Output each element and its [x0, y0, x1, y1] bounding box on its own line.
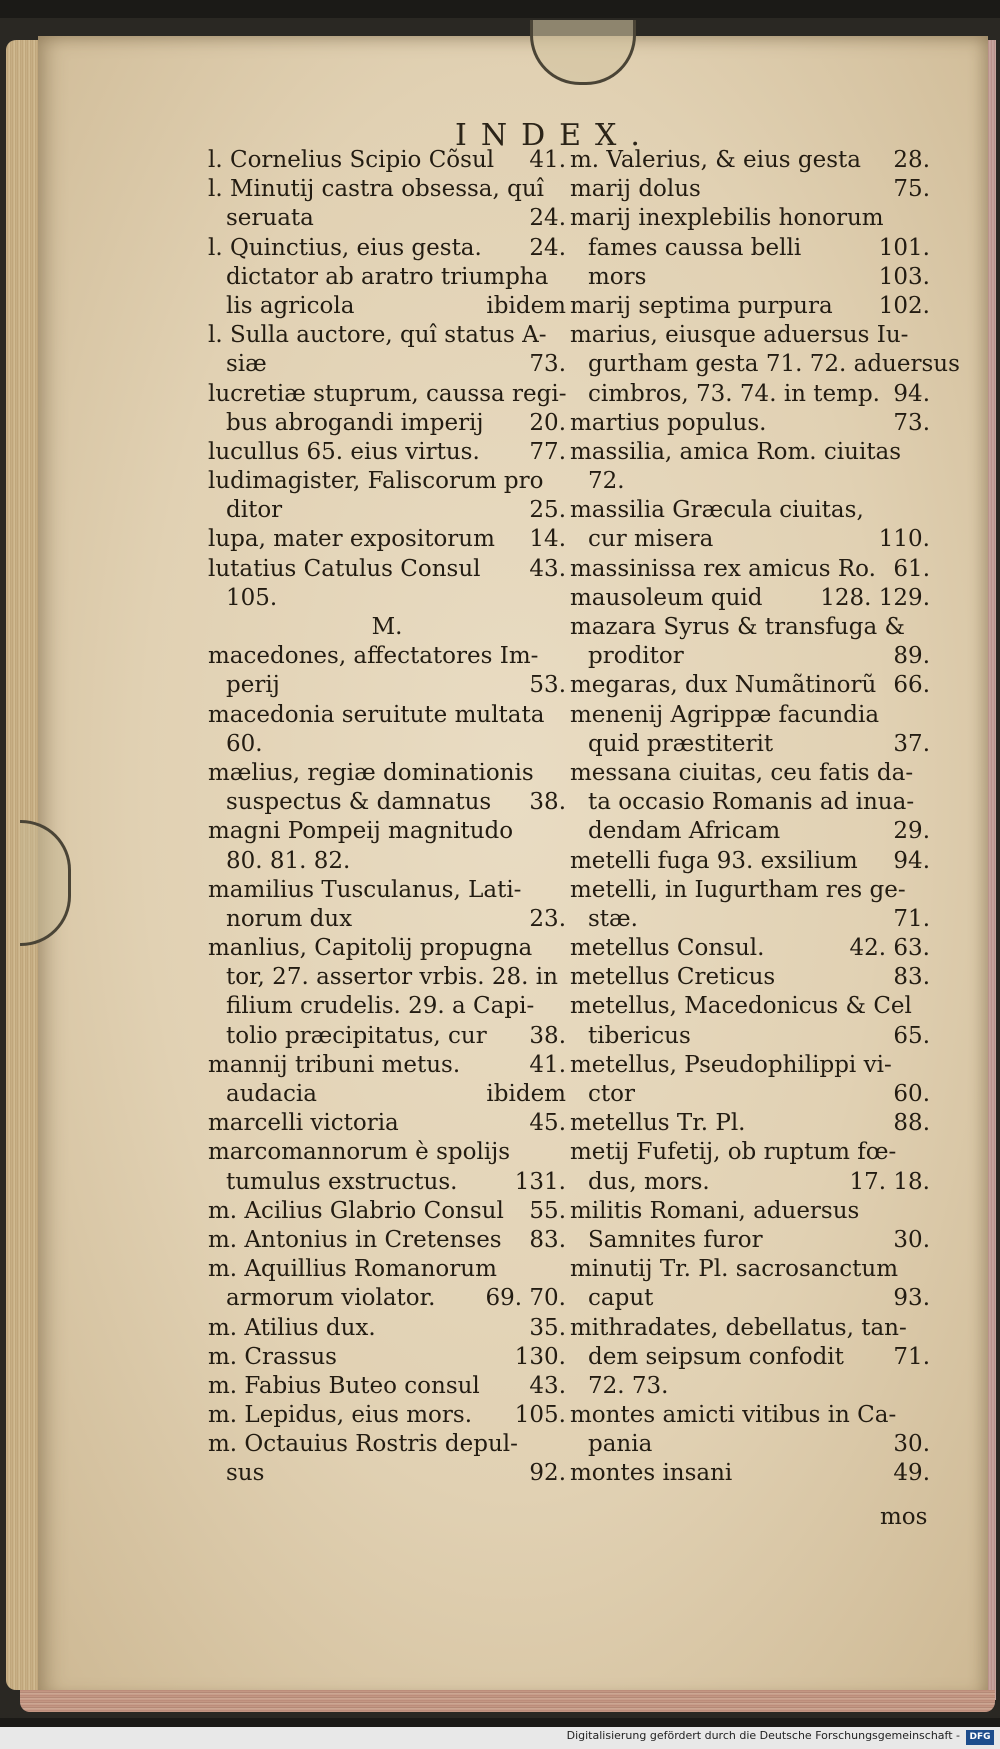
index-entry-text: m. Lepidus, eius mors. — [208, 1402, 473, 1429]
index-entry-text: marij dolus — [570, 176, 701, 203]
index-entry-text: metellus Tr. Pl. — [570, 1110, 746, 1137]
index-entry-text: 72. 73. — [588, 1372, 669, 1399]
index-entry — [570, 1284, 930, 1313]
index-entry-text: gurtham gesta 71. 72. aduersus — [588, 351, 960, 378]
index-entry-page: 128. 129. — [820, 584, 930, 611]
index-entry-text: menenij Agrippæ facundia — [570, 701, 880, 728]
index-entry-page: 103. — [878, 263, 930, 290]
index-entry — [570, 1051, 930, 1080]
index-entry-text: proditor — [588, 643, 684, 670]
index-entry — [208, 671, 566, 700]
index-entry — [570, 1372, 930, 1401]
index-entry-page: 83. — [529, 1226, 566, 1253]
index-entry — [208, 496, 566, 525]
index-entry-text: metij Fufetij, ob ruptum fœ- — [570, 1139, 897, 1166]
index-entry — [208, 759, 566, 788]
index-entry — [570, 321, 930, 350]
index-entry-page: 30. — [893, 1226, 930, 1253]
index-entry-text: l. Cornelius Scipio Cõsul — [208, 147, 495, 173]
index-entry-text: dem seipsum confodit — [588, 1343, 844, 1370]
index-entry — [570, 409, 930, 438]
index-entry-text: massilia, amica Rom. ciuitas — [570, 438, 902, 465]
index-entry-text: mazara Syrus & transfuga & — [570, 614, 905, 640]
index-entry — [570, 467, 930, 496]
index-entry-text: lucullus 65. eius virtus. — [208, 438, 480, 465]
index-entry-text: sus — [226, 1460, 265, 1487]
index-entry-page: 110. — [878, 526, 930, 553]
index-entry-page: 69. 70. — [485, 1285, 566, 1312]
index-entry-text: magni Pompeij magnitudo — [208, 818, 514, 845]
index-entry-text: m. Valerius, & eius gesta — [570, 147, 861, 173]
index-entry-text: metellus, Macedonicus & Cel — [570, 993, 912, 1020]
index-entry — [208, 1343, 566, 1372]
index-entry — [208, 963, 566, 992]
index-entry-page: 25. — [529, 497, 566, 524]
index-entry-page: 94. — [893, 847, 930, 874]
index-entry-text: marius, eiusque aduersus Iu- — [570, 322, 909, 349]
index-entry — [570, 1226, 930, 1255]
index-entry-text: megaras, dux Numãtinorũ — [570, 672, 877, 699]
index-entry — [570, 584, 930, 613]
index-entry-text: l. Quinctius, eius gesta. — [208, 234, 482, 261]
index-entry — [208, 1022, 566, 1051]
index-entry-text: martius populus. — [570, 409, 767, 436]
index-entry — [208, 1372, 566, 1401]
index-entry-page: ibidem — [486, 292, 566, 319]
index-entry — [570, 380, 930, 409]
index-entry-text: mannij tribuni metus. — [208, 1051, 461, 1078]
index-entry — [570, 525, 930, 554]
index-entry-text: Samnites furor — [588, 1226, 763, 1253]
index-entry-text: metellus Creticus — [570, 964, 776, 991]
index-entry-page: 41. — [529, 147, 566, 173]
index-entry-text: metelli, in Iugurtham res ge- — [570, 876, 906, 903]
index-entry — [208, 438, 566, 467]
index-entry-text: marij septima purpura — [570, 292, 833, 319]
index-entry-text: m. Acilius Glabrio Consul — [208, 1197, 504, 1224]
index-entry — [570, 1430, 930, 1459]
index-entry-text: marcelli victoria — [208, 1110, 399, 1137]
index-entry — [570, 817, 930, 846]
index-entry-page: 17. 18. — [849, 1168, 930, 1195]
index-entry-page: 71. — [893, 1343, 930, 1370]
index-entry — [570, 1138, 930, 1167]
index-entry-text: ditor — [226, 497, 283, 524]
index-entry — [208, 1314, 566, 1343]
index-entry-text: mausoleum quid — [570, 584, 763, 611]
index-entry-page: 65. — [893, 1022, 930, 1049]
index-entry-text: lupa, mater expositorum — [208, 526, 495, 553]
index-entry — [208, 1138, 566, 1167]
index-entry — [570, 175, 930, 204]
index-entry — [570, 146, 930, 175]
index-entry — [570, 438, 930, 467]
index-entry-page: 130. — [514, 1343, 566, 1370]
index-entry — [570, 1459, 930, 1488]
index-entry — [208, 350, 566, 379]
index-entry — [570, 905, 930, 934]
index-entry-text: mithradates, debellatus, tan- — [570, 1314, 907, 1341]
index-entry-page: 101. — [878, 234, 930, 261]
index-entry-text: massilia Græcula ciuitas, — [570, 497, 864, 524]
index-entry-text: macedones, affectatores Im- — [208, 643, 539, 670]
index-entry-page: 43. — [529, 555, 566, 582]
index-entry-page: 38. — [529, 789, 566, 816]
index-entry — [570, 1109, 930, 1138]
index-entry-text: armorum violator. — [226, 1285, 436, 1312]
index-entry-page: 94. — [893, 380, 930, 407]
index-entry-page: 61. — [893, 555, 930, 582]
index-entry — [208, 1284, 566, 1313]
index-entry-text: quid præstiterit — [588, 730, 774, 757]
index-entry-page: 105. — [514, 1402, 566, 1429]
index-entry-text: montes insani — [570, 1460, 733, 1487]
index-entry-page: 73. — [529, 351, 566, 378]
index-entry-text: siæ — [226, 351, 267, 378]
index-entry — [208, 934, 566, 963]
index-entry — [570, 1255, 930, 1284]
index-entry — [208, 730, 566, 759]
index-entry — [208, 409, 566, 438]
index-entry-text: perij — [226, 672, 280, 699]
index-entry — [208, 1080, 566, 1109]
index-entry-text: massinissa rex amicus Ro. — [570, 555, 876, 582]
index-entry-text: tolio præcipitatus, cur — [226, 1022, 487, 1049]
index-entry-text: metelli fuga 93. exsilium — [570, 847, 858, 874]
index-entry-page: 131. — [514, 1168, 566, 1195]
index-entry-text: ta occasio Romanis ad inua- — [588, 789, 915, 816]
index-entry — [570, 934, 930, 963]
index-entry-text: m. Antonius in Cretenses — [208, 1226, 502, 1253]
index-entry — [570, 992, 930, 1021]
index-entry-page: 55. — [529, 1197, 566, 1224]
index-entry-text: m. Octauius Rostris depul- — [208, 1431, 518, 1458]
index-entry-page: 83. — [893, 964, 930, 991]
index-entry — [208, 876, 566, 905]
index-entry — [208, 847, 566, 876]
index-entry-page: 66. — [893, 672, 930, 699]
index-entry-page: 35. — [529, 1314, 566, 1341]
index-entry — [208, 1051, 566, 1080]
index-entry — [208, 817, 566, 846]
footer-credit: Digitalisierung gefördert durch die Deutsche Forschungsgemeinschaft - — [566, 1729, 960, 1742]
index-entry — [570, 876, 930, 905]
index-entry-page: 30. — [893, 1431, 930, 1458]
index-entry-text: m. Aquillius Romanorum — [208, 1256, 497, 1283]
index-entry — [208, 1401, 566, 1430]
index-entry-page: 29. — [893, 818, 930, 845]
index-entry-text: caput — [588, 1285, 654, 1312]
index-entry-text: m. Crassus — [208, 1343, 337, 1370]
index-entry-text: marij inexplebilis honorum — [570, 205, 884, 232]
index-entry-text: dendam Africam — [588, 818, 781, 845]
index-entry-text: tumulus exstructus. — [226, 1168, 458, 1195]
index-entry — [570, 642, 930, 671]
index-entry — [570, 701, 930, 730]
page-header: INDEX. — [455, 118, 654, 153]
index-entry-text: suspectus & damnatus — [226, 789, 492, 816]
index-entry — [570, 730, 930, 759]
index-entry-text: filium crudelis. 29. a Capi- — [226, 993, 535, 1020]
index-entry-page: 45. — [529, 1110, 566, 1137]
index-entry-text: minutij Tr. Pl. sacrosanctum — [570, 1256, 899, 1283]
index-entry — [208, 380, 566, 409]
index-entry-text: lutatius Catulus Consul — [208, 555, 481, 582]
index-entry — [208, 788, 566, 817]
index-entry-text: 72. — [588, 468, 625, 495]
index-entry-text: seruata — [226, 205, 314, 232]
index-entry-text: ctor — [588, 1081, 635, 1107]
index-entry-page: 49. — [893, 1460, 930, 1487]
index-entry-page: 60. — [893, 1081, 930, 1107]
index-entry — [208, 321, 566, 350]
index-entry — [570, 1343, 930, 1372]
index-entry — [570, 1197, 930, 1226]
index-entry-text: militis Romani, aduersus — [570, 1197, 860, 1224]
index-entry — [208, 1255, 566, 1284]
index-entry — [208, 1197, 566, 1226]
index-entry-text: m. Fabius Buteo consul — [208, 1372, 480, 1399]
index-entry-page: ibidem — [486, 1081, 566, 1107]
index-entry-text: lucretiæ stuprum, caussa regi- — [208, 380, 567, 407]
index-entry — [208, 204, 566, 233]
index-entry — [208, 1226, 566, 1255]
index-entry-page: 75. — [893, 176, 930, 203]
index-entry — [570, 350, 960, 379]
index-entry — [570, 1022, 930, 1051]
index-entry-page: 14. — [529, 526, 566, 553]
index-entry-page: 71. — [893, 905, 930, 932]
index-entry — [570, 759, 930, 788]
index-entry-text: 105. — [226, 584, 278, 611]
index-entry-page: 73. — [893, 409, 930, 436]
index-entry-text: metellus Consul. — [570, 935, 765, 962]
index-entry-text: m. Atilius dux. — [208, 1314, 376, 1341]
dfg-logo: DFG — [966, 1730, 994, 1745]
index-entry-text: tor, 27. assertor vrbis. 28. in — [226, 964, 558, 991]
index-entry-text: dus, mors. — [588, 1168, 710, 1195]
index-entry-page: 28. — [893, 147, 930, 173]
index-entry-text: norum dux — [226, 905, 353, 932]
index-entry — [570, 1080, 930, 1109]
index-entry-text: macedonia seruitute multata — [208, 701, 545, 728]
index-entry-page: 42. 63. — [849, 935, 930, 962]
index-entry — [208, 555, 566, 584]
index-entry-text: l. Minutij castra obsessa, quî — [208, 176, 545, 203]
index-entry — [208, 234, 566, 263]
index-entry-page: 20. — [529, 409, 566, 436]
index-entry — [208, 175, 566, 204]
index-entry-page: 41. — [529, 1051, 566, 1078]
index-entry-text: fames caussa belli — [588, 234, 802, 261]
index-entry-text: bus abrogandi imperij — [226, 409, 484, 436]
index-entry-page: 77. — [529, 438, 566, 465]
index-entry — [570, 234, 930, 263]
index-entry-text: stæ. — [588, 905, 638, 932]
index-entry-page: 37. — [893, 730, 930, 757]
index-entry-page: 24. — [529, 234, 566, 261]
index-entry — [208, 642, 566, 671]
index-entry — [208, 263, 566, 292]
index-column-right — [570, 146, 960, 1489]
index-entry — [208, 1109, 566, 1138]
index-entry-text: mors — [588, 263, 647, 290]
index-entry — [570, 555, 930, 584]
index-entry — [208, 1168, 566, 1197]
index-entry-text: audacia — [226, 1081, 317, 1107]
index-entry-text: mamilius Tusculanus, Lati- — [208, 876, 522, 903]
index-entry-text: mælius, regiæ dominationis — [208, 759, 534, 786]
index-entry — [570, 204, 930, 233]
index-entry-text: messana ciuitas, ceu fatis da- — [570, 759, 914, 786]
index-entry — [208, 584, 566, 613]
index-entry-text: 60. — [226, 730, 263, 757]
index-entry-page: 53. — [529, 672, 566, 699]
index-entry-text: lis agricola — [226, 292, 355, 319]
index-entry — [570, 613, 930, 642]
index-entry — [208, 992, 566, 1021]
index-entry-text: ludimagister, Faliscorum pro — [208, 468, 544, 495]
index-entry-text: M. — [371, 614, 403, 640]
index-entry — [208, 701, 566, 730]
index-entry — [208, 467, 566, 496]
index-entry-text: pania — [588, 1431, 653, 1458]
index-entry — [570, 263, 930, 292]
index-entry-text: tibericus — [588, 1022, 691, 1049]
index-entry-text: cur misera — [588, 526, 714, 553]
index-entry-text: cimbros, 73. 74. in temp. — [588, 380, 880, 407]
index-entry — [208, 292, 566, 321]
catchword: mos — [880, 1504, 928, 1530]
index-column-left — [208, 146, 566, 1489]
index-entry — [208, 613, 566, 642]
index-entry-page: 88. — [893, 1110, 930, 1137]
index-entry-page: 38. — [529, 1022, 566, 1049]
index-entry — [570, 496, 930, 525]
index-entry — [208, 1430, 566, 1459]
index-entry-text: dictator ab aratro triumpha — [226, 263, 549, 290]
index-entry-text: l. Sulla auctore, quî status A- — [208, 322, 547, 349]
index-entry — [570, 292, 930, 321]
index-entry — [208, 1459, 566, 1488]
index-entry — [208, 525, 566, 554]
index-entry-page: 24. — [529, 205, 566, 232]
index-entry-page: 93. — [893, 1285, 930, 1312]
index-entry — [208, 146, 566, 175]
index-entry — [208, 905, 566, 934]
index-entry — [570, 1314, 930, 1343]
digitization-footer — [0, 1727, 1000, 1749]
index-entry-text: marcomannorum è spolijs — [208, 1139, 511, 1166]
index-entry-page: 92. — [529, 1460, 566, 1487]
index-entry-page: 89. — [893, 643, 930, 670]
index-entry-page: 23. — [529, 905, 566, 932]
index-entry-text: 80. 81. 82. — [226, 847, 351, 874]
index-entry — [570, 788, 930, 817]
index-entry-page: 43. — [529, 1372, 566, 1399]
index-entry — [570, 1401, 930, 1430]
index-entry — [570, 1168, 930, 1197]
index-entry — [570, 847, 930, 876]
index-entry-text: metellus, Pseudophilippi vi- — [570, 1051, 892, 1078]
index-entry — [570, 963, 930, 992]
page-edges-bottom — [20, 1690, 995, 1712]
index-entry — [570, 671, 930, 700]
index-entry-page: 102. — [878, 292, 930, 319]
index-entry-text: montes amicti vitibus in Ca- — [570, 1402, 897, 1429]
index-entry-text: manlius, Capitolij propugna — [208, 935, 533, 962]
